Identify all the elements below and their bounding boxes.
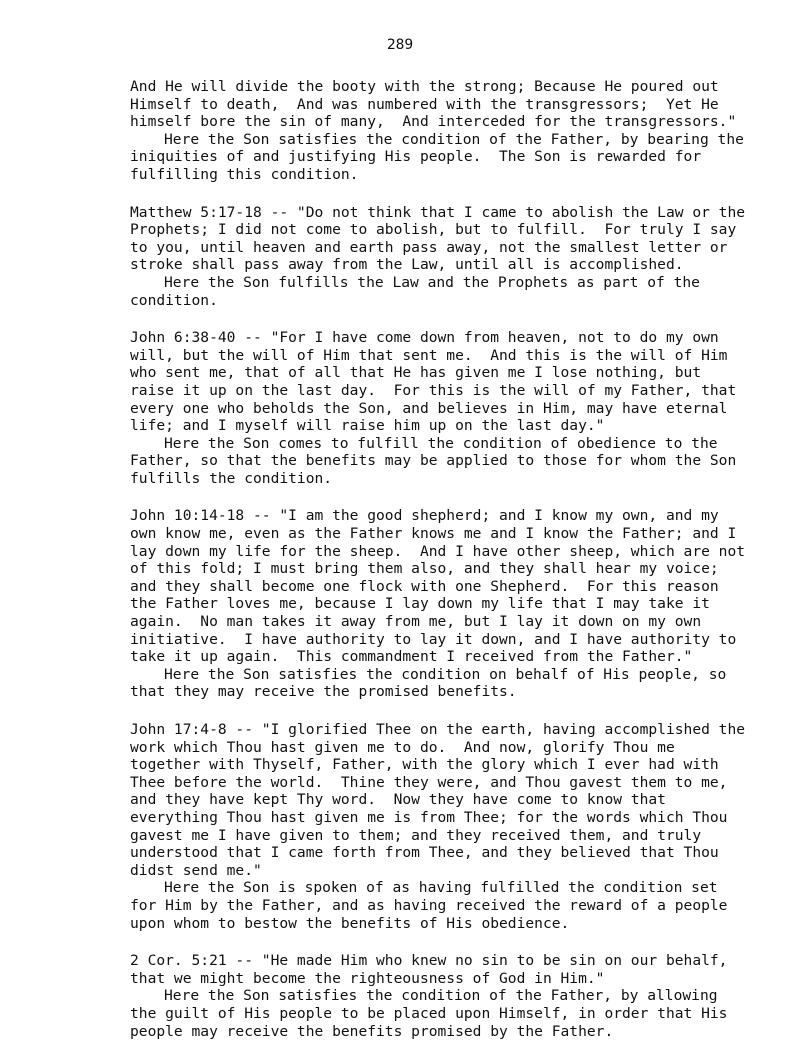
commentary-line: fulfilling this condition. bbox=[130, 165, 359, 183]
scripture-line: Prophets; I did not come to abolish, but to fulfill. For truly I say bbox=[130, 221, 737, 239]
commentary-line: that they may receive the promised benefits. bbox=[130, 683, 517, 701]
page-number: 289 bbox=[386, 36, 414, 53]
scripture-line: again. No man takes it away from me, but I lay it down on my own bbox=[130, 613, 702, 631]
scripture-line: John 17:4-8 -- "I glorified Thee on the earth, having accomplished the bbox=[130, 721, 746, 738]
commentary-line: Here the Son fulfills the Law and the Prophets as part of the bbox=[164, 273, 700, 291]
commentary-line: condition. bbox=[130, 291, 218, 309]
scripture-line: take it up again. This commandment I received from the Father." bbox=[130, 648, 693, 666]
paragraph-gap bbox=[130, 932, 740, 952]
scripture-line: every one who beholds the Son, and believes in Him, may have eternal bbox=[130, 399, 728, 417]
scripture-line: raise it up on the last day. For this is the will of my Father, that bbox=[130, 381, 737, 399]
scripture-line: 2 Cor. 5:21 -- "He made Him who knew no sin to be sin on our behalf, bbox=[130, 952, 728, 970]
scripture-line: initiative. I have authority to lay it down, and I have authority to bbox=[130, 630, 737, 648]
scripture-line: work which Thou hast given me to do. And now, glorify Thou me bbox=[130, 738, 675, 756]
scripture-line: Himself to death, And was numbered with the transgressors; Yet He bbox=[130, 95, 719, 113]
paragraph-gap bbox=[130, 184, 740, 204]
scripture-line: lay down my life for the sheep. And I have other sheep, which are not bbox=[130, 542, 746, 560]
scripture-line: own know me, even as the Father knows me and I know the Father; and I bbox=[130, 525, 737, 543]
paragraph-gap bbox=[130, 701, 740, 721]
scripture-line: understood that I came forth from Thee, and they believed that Thou bbox=[130, 844, 719, 862]
scripture-line: the Father loves me, because I lay down my life that I may take it bbox=[130, 595, 710, 613]
commentary-line: the guilt of His people to be placed upon Himself, in order that His bbox=[130, 1004, 728, 1022]
commentary-line: upon whom to bestow the benefits of His obedience. bbox=[130, 914, 570, 932]
scripture-line: that we might become the righteousness of God in Him." bbox=[130, 969, 605, 987]
scripture-line: John 10:14-18 -- "I am the good shepherd; and I know my own, and my bbox=[130, 507, 719, 525]
commentary-line: Here the Son satisfies the condition on behalf of His people, so bbox=[164, 665, 727, 683]
scripture-line: Thee before the world. Thine they were, and Thou gavest them to me, bbox=[130, 773, 728, 791]
scripture-line: And He will divide the booty with the strong; Because He poured out bbox=[130, 78, 719, 95]
scripture-line: Matthew 5:17-18 -- "Do not think that I came to abolish the Law or the bbox=[130, 203, 746, 221]
scripture-line: will, but the will of Him that sent me. And this is the will of Him bbox=[130, 346, 728, 364]
commentary-line: Here the Son satisfies the condition of the Father, by bearing the bbox=[164, 130, 744, 148]
scripture-line: didst send me." bbox=[130, 861, 262, 879]
paragraph-gap bbox=[130, 309, 740, 329]
scripture-line: himself bore the sin of many, And interceded for the transgressors." bbox=[130, 113, 737, 131]
commentary-line: Here the Son comes to fulfill the condition of obedience to the bbox=[164, 434, 718, 452]
scripture-line: John 6:38-40 -- "For I have come down from heaven, not to do my own bbox=[130, 329, 719, 347]
page-body bbox=[130, 78, 746, 1040]
scripture-line: who sent me, that of all that He has given me I lose nothing, but bbox=[130, 364, 702, 382]
scripture-line: stroke shall pass away from the Law, until all is accomplished. bbox=[130, 256, 684, 274]
scripture-line: gavest me I have given to them; and they received them, and truly bbox=[130, 826, 702, 844]
scripture-block bbox=[130, 78, 744, 184]
scripture-block bbox=[130, 952, 740, 1040]
scripture-block bbox=[130, 507, 746, 701]
scripture-block bbox=[130, 203, 746, 310]
commentary-line: fulfills the condition. bbox=[130, 469, 333, 487]
scripture-line: and they have kept Thy word. Now they have come to know that bbox=[130, 791, 666, 809]
commentary-line: for Him by the Father, and as having received the reward of a people bbox=[130, 896, 728, 914]
commentary-line: Father, so that the benefits may be applied to those for whom the Son bbox=[130, 452, 737, 470]
scripture-line: together with Thyself, Father, with the glory which I ever had with bbox=[130, 756, 719, 774]
paragraph-gap bbox=[130, 487, 740, 507]
commentary-line: Here the Son is spoken of as having fulfilled the condition set bbox=[164, 879, 718, 897]
scripture-line: life; and I myself will raise him up on the last day." bbox=[130, 417, 605, 435]
scripture-block bbox=[130, 721, 746, 932]
commentary-line: iniquities of and justifying His people. The Son is rewarded for bbox=[130, 148, 702, 166]
commentary-line: Here the Son satisfies the condition of the Father, by allowing bbox=[164, 987, 718, 1005]
scripture-line: everything Thou hast given me is from Thee; for the words which Thou bbox=[130, 808, 728, 826]
scripture-line: to you, until heaven and earth pass away, not the smallest letter or bbox=[130, 238, 728, 256]
commentary-line: people may receive the benefits promised by the Father. bbox=[130, 1022, 614, 1040]
scripture-block bbox=[130, 329, 740, 487]
scripture-line: of this fold; I must bring them also, and they shall hear my voice; bbox=[130, 560, 719, 578]
scripture-line: and they shall become one flock with one Shepherd. For this reason bbox=[130, 577, 719, 595]
